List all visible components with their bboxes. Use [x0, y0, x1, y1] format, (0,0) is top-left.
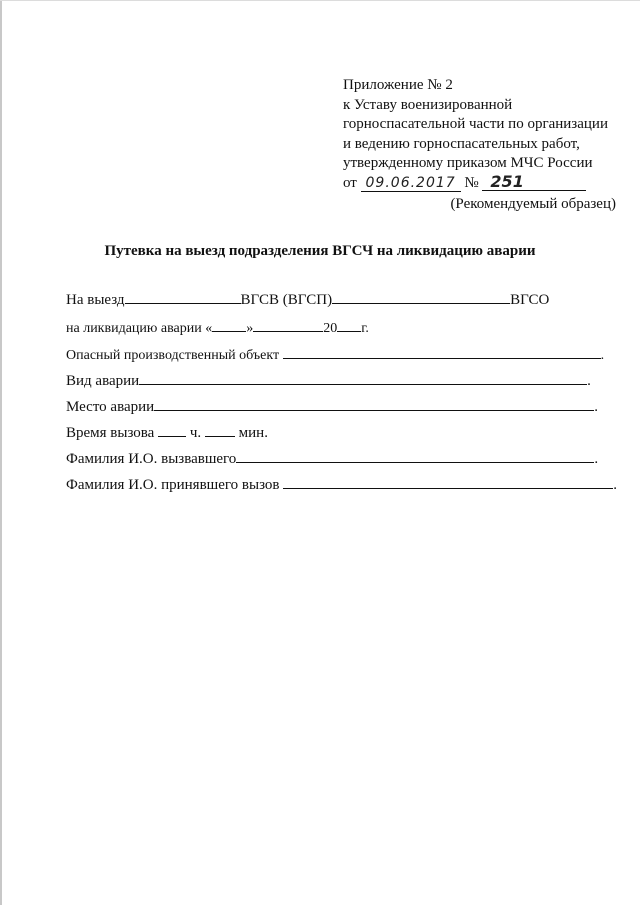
scan-edge-top	[0, 0, 640, 1]
appendix-line-2: к Уставу военизированной	[343, 96, 513, 113]
date-label: на ликвидацию аварии «	[66, 321, 213, 336]
month-field[interactable]	[253, 318, 323, 332]
number-label: №	[464, 174, 479, 191]
row-end-dot: .	[587, 373, 591, 389]
row-end-dot: .	[613, 477, 617, 493]
appendix-header	[343, 76, 628, 194]
day-field[interactable]	[212, 318, 246, 332]
date-quote-close: »	[246, 321, 254, 336]
hours-label: ч.	[189, 425, 202, 441]
receiver-name-label: Фамилия И.О. принявшего вызов	[66, 477, 280, 493]
appendix-line-5: утвержденному приказом МЧС России	[343, 155, 593, 172]
hazard-object-field[interactable]	[283, 345, 601, 359]
row-end-dot: .	[594, 399, 598, 415]
accident-type-label: Вид аварии	[66, 373, 140, 389]
row-receiver-name	[66, 475, 617, 494]
hours-field[interactable]	[158, 423, 186, 437]
caller-name-label: Фамилия И.О. вызвавшего	[66, 451, 237, 467]
caller-name-field[interactable]	[236, 449, 594, 463]
vgso-label: ВГСО	[510, 292, 550, 308]
row-call-time	[66, 423, 268, 442]
order-number-handwritten: 251	[482, 174, 586, 191]
century-label: 20	[323, 321, 338, 336]
dispatch-field[interactable]	[125, 290, 241, 304]
appendix-line-4: и ведению горноспасательных работ,	[343, 135, 580, 152]
accident-place-label: Место аварии	[66, 399, 155, 415]
accident-place-field[interactable]	[154, 397, 594, 411]
call-time-label: Время вызова	[66, 425, 155, 441]
year-suffix: г.	[361, 321, 369, 336]
row-hazard-object	[66, 345, 604, 364]
order-date-handwritten: 09.06.2017	[361, 175, 461, 192]
row-end-dot: .	[600, 348, 605, 363]
appendix-number: Приложение № 2	[343, 77, 453, 93]
row-date	[66, 318, 369, 337]
row-dispatch	[66, 290, 549, 309]
minutes-field[interactable]	[205, 423, 235, 437]
row-accident-type	[66, 371, 591, 390]
from-label: от	[343, 174, 357, 191]
hazard-object-label: Опасный производственный объект	[66, 348, 280, 363]
year-field[interactable]	[337, 318, 361, 332]
order-reference	[343, 171, 628, 194]
vgsv-label: ВГСВ (ВГСП)	[240, 292, 333, 308]
receiver-name-field[interactable]	[283, 475, 613, 489]
minutes-label: мин.	[238, 425, 268, 441]
accident-type-field[interactable]	[139, 371, 587, 385]
recommended-sample-note: (Рекомендуемый образец)	[450, 196, 616, 212]
row-end-dot: .	[594, 451, 599, 467]
scan-edge-left	[0, 0, 2, 905]
document-title: Путевка на выезд подразделения ВГСЧ на ликвидацию аварии	[104, 243, 536, 259]
vgsv-field[interactable]	[332, 290, 510, 304]
appendix-line-3: горноспасательной части по организации	[343, 116, 608, 133]
dispatch-label: На выезд	[66, 292, 125, 308]
row-accident-place	[66, 397, 598, 416]
row-caller-name	[66, 449, 598, 468]
